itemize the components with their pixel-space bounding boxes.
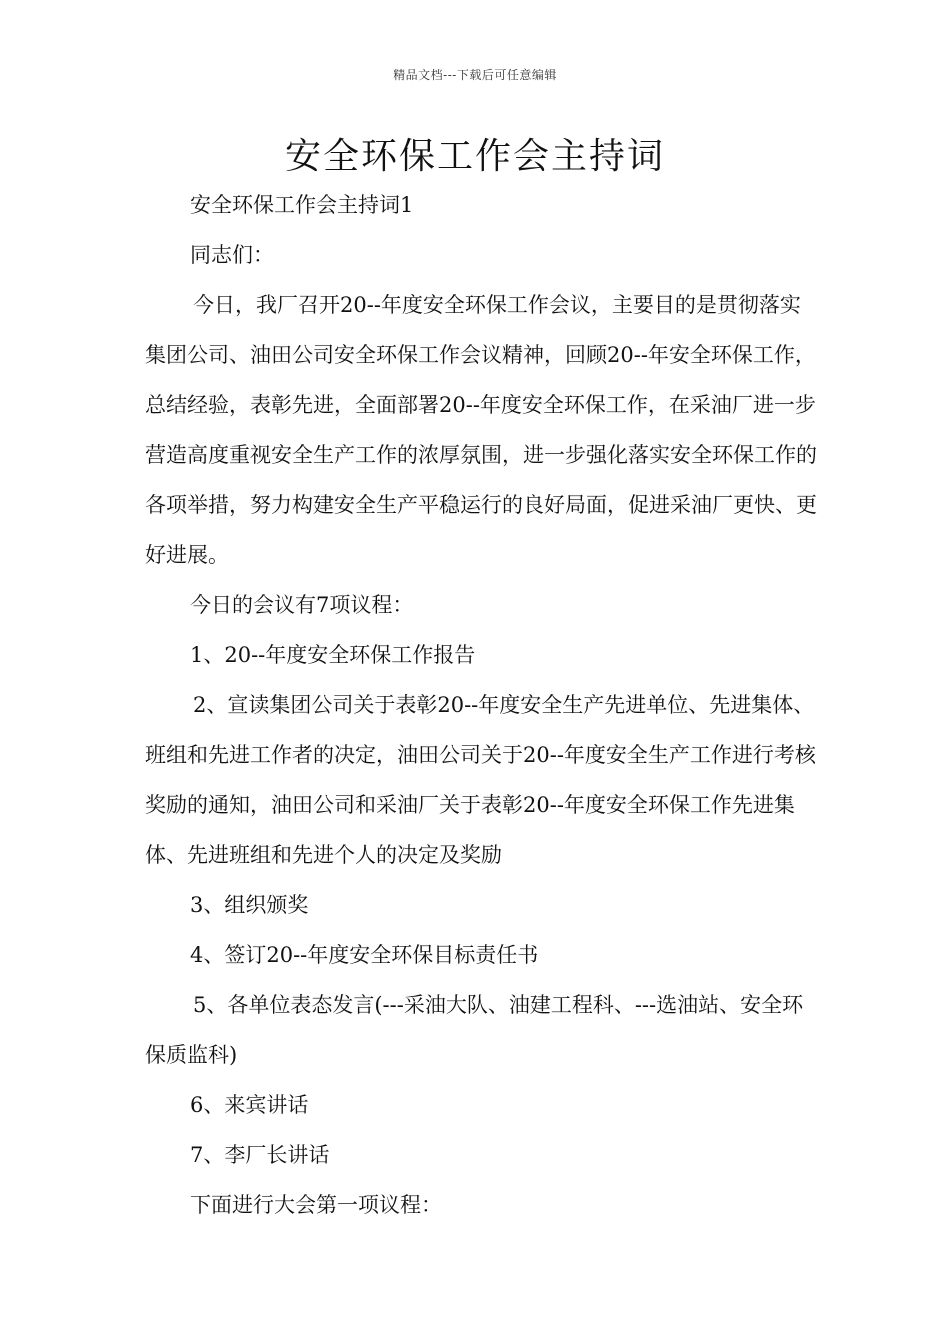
agenda-item: 1、20--年度安全环保工作报告 bbox=[190, 643, 476, 667]
subtitle-paragraph: 安全环保工作会主持词1 bbox=[190, 193, 414, 217]
agenda-item: 2、宣读集团公司关于表彰20--年度安全生产先进单位、先进集体、班组和先进工作者的决定，油田公司关于20--年度安全生产工作进行考核奖励的通知，油田公司和采油厂关于表彰20--年度安全环保工作先进集体、先进班组和先进个人的决定及奖励 bbox=[145, 693, 816, 867]
intro-paragraph: 今日，我厂召开20--年度安全环保工作会议，主要目的是贯彻落实集团公司、油田公司安全环保工作会议精神，回顾20--年安全环保工作，总结经验，表彰先进，全面部署20--年度安全环保工作，在采油厂进一步营造高度重视安全生产工作的浓厚氛围，进一步强化落实安全环保工作的各项举措，努力构建安全生产平稳运行的良好局面，促进采油厂更快、更好进展。 bbox=[145, 293, 817, 567]
greeting-paragraph: 同志们： bbox=[190, 243, 274, 267]
agenda-item: 7、李厂长讲话 bbox=[190, 1143, 330, 1167]
agenda-intro-paragraph: 今日的会议有7项议程： bbox=[190, 593, 414, 617]
document-body bbox=[145, 180, 820, 1230]
agenda-item: 4、签订20--年度安全环保目标责任书 bbox=[190, 943, 539, 967]
header-note: 精品文档---下载后可任意编辑 bbox=[393, 68, 557, 82]
agenda-item: 6、来宾讲话 bbox=[190, 1093, 309, 1117]
document-title: 安全环保工作会主持词 bbox=[284, 136, 665, 177]
agenda-item: 5、各单位表态发言(---采油大队、油建工程科、---选油站、安全环保质监科) bbox=[145, 993, 804, 1067]
agenda-item: 3、组织颁奖 bbox=[190, 893, 309, 917]
closing-paragraph: 下面进行大会第一项议程： bbox=[190, 1193, 442, 1217]
